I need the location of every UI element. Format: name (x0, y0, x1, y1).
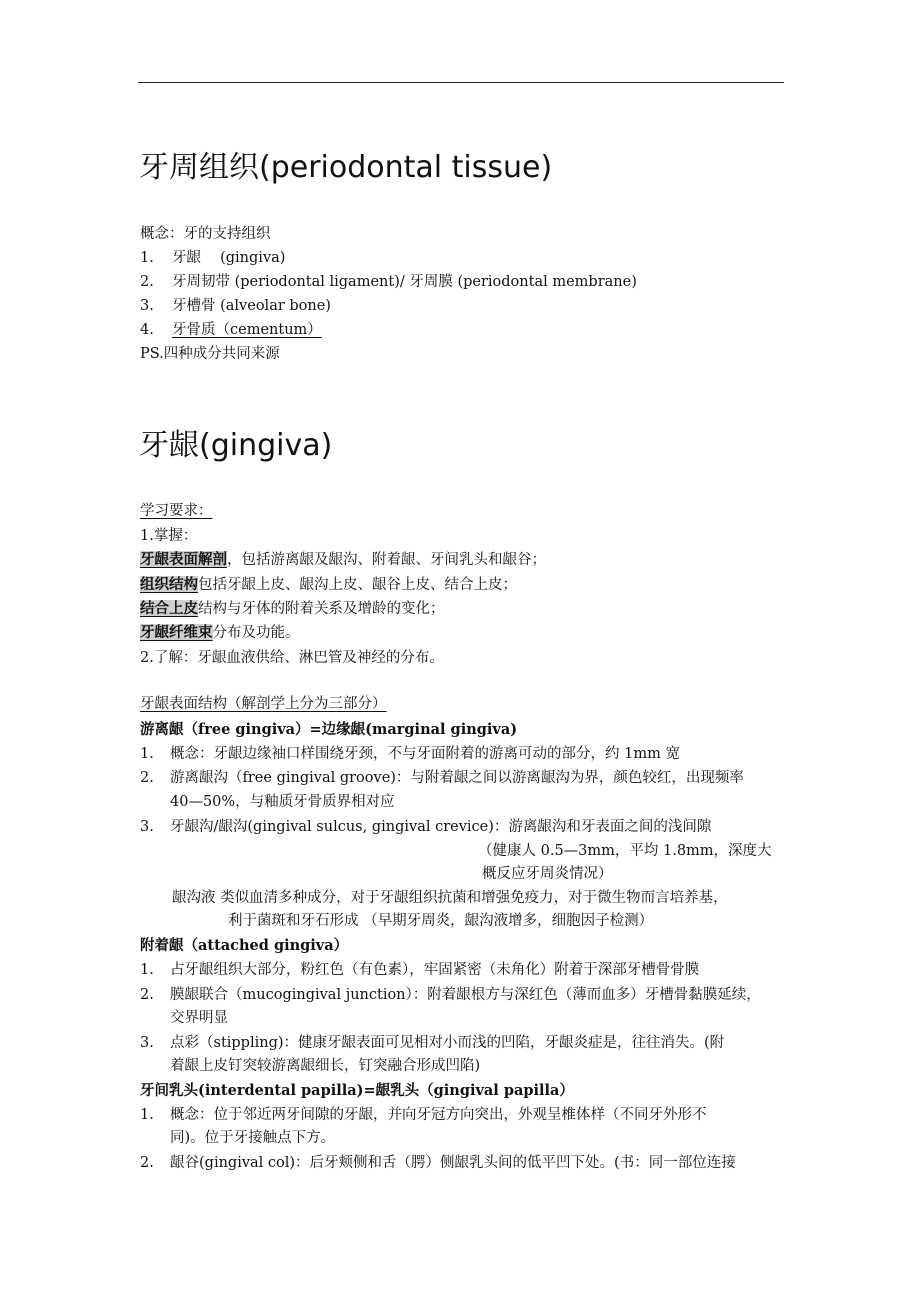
master-item (140, 550, 546, 570)
list-item: 牙龈沟/龈沟(gingival sulcus, gingival crevice)：游离龈沟和牙表面之间的浅间隙 (170, 819, 712, 835)
crevicular-fluid-text: 龈沟液 类似血清多种成分，对于牙龈组织抗菌和增强免疫力，对于微生物而言培养基， (172, 890, 728, 906)
highlight-term: 组织结构 (140, 576, 198, 593)
list-item-continuation: 交界明显 (170, 1010, 228, 1026)
list-number: 1. (140, 962, 154, 978)
list-item: 概念：位于邻近两牙间隙的牙龈，并向牙冠方向突出，外观呈椎体样（不同牙外形不 (170, 1107, 707, 1123)
master-item (140, 599, 445, 619)
list-number: 3. (140, 819, 154, 835)
list-number: 2. (140, 987, 154, 1003)
understand-line: 2.了解：牙龈血液供给、淋巴管及神经的分布。 (140, 650, 444, 666)
attached-gingiva-title: 附着龈（attached gingiva） (140, 937, 349, 954)
list-item-continuation: 同)。位于牙接触点下方。 (170, 1130, 336, 1146)
free-gingiva-title: 游离龈（free gingiva）=边缘龈(marginal gingiva) (140, 721, 518, 738)
top-rule (138, 82, 784, 83)
ps-note: PS.四种成分共同来源 (140, 346, 280, 362)
list-item: 牙槽骨 (alveolar bone) (172, 298, 331, 314)
list-number: 2. (140, 770, 154, 786)
list-item: 膜龈联合（mucogingival junction）：附着龈根方与深红色（薄而血多）牙槽骨黏膜延续， (170, 987, 761, 1003)
list-number: 1. (140, 250, 154, 266)
list-number: 1. (140, 1107, 154, 1123)
list-number: 3. (140, 298, 154, 314)
sulcus-note: （健康人 0.5—3mm，平均 1.8mm，深度大 (478, 843, 772, 859)
list-item: 牙龈 (gingiva) (172, 250, 286, 266)
highlight-term: 牙龈纤维束 (140, 624, 213, 641)
highlight-term: 牙龈表面解剖 (140, 551, 227, 568)
list-item: 概念：牙龈边缘袖口样围绕牙颈，不与牙面附着的游离可动的部分，约 1mm 宽 (170, 746, 680, 762)
concept-line: 概念：牙的支持组织 (140, 226, 271, 242)
sulcus-note: 概反应牙周炎情况） (482, 866, 613, 882)
highlight-term: 结合上皮 (140, 600, 198, 617)
list-number: 2. (140, 1155, 154, 1171)
master-label: 1.掌握： (140, 528, 198, 544)
master-item-text: 分布及功能。 (212, 625, 300, 641)
master-item (140, 575, 517, 595)
list-number: 4. (140, 322, 154, 338)
list-item: 牙骨质（cementum） (172, 322, 322, 338)
requirements-title: 学习要求： (140, 503, 213, 519)
surface-structure-title: 牙龈表面结构（解剖学上分为三部分） (140, 696, 387, 712)
list-item: 龈谷(gingival col)：后牙颊侧和舌（腭）侧龈乳头间的低平凹下处。(书：同一部位连接 (170, 1155, 736, 1171)
list-item-continuation: 40—50%，与釉质牙骨质界相对应 (170, 794, 395, 810)
list-item: 占牙龈组织大部分，粉红色（有色素），牢固紧密（未角化）附着于深部牙槽骨骨膜 (170, 962, 700, 978)
list-item: 点彩（stippling)：健康牙龈表面可见相对小而浅的凹陷，牙龈炎症是，往往消失。(附 (170, 1035, 725, 1051)
master-item (140, 623, 300, 643)
crevicular-fluid-text: 利于菌斑和牙石形成 （早期牙周炎，龈沟液增多，细胞因子检测） (228, 913, 654, 929)
list-number: 3. (140, 1035, 154, 1051)
list-number: 1. (140, 746, 154, 762)
master-item-text: 结构与牙体的附着关系及增龄的变化； (198, 601, 445, 617)
master-item-text: 包括牙龈上皮、龈沟上皮、龈谷上皮、结合上皮； (198, 577, 517, 593)
master-item-text: ，包括游离龈及龈沟、附着龈、牙间乳头和龈谷； (227, 552, 546, 568)
list-item-continuation: 着龈上皮钉突较游离龈细长，钉突融合形成凹陷) (170, 1058, 481, 1074)
interdental-papilla-title: 牙间乳头(interdental papilla)=龈乳头（gingival papilla） (140, 1082, 574, 1099)
list-number: 2. (140, 274, 154, 290)
heading-periodontal-tissue: 牙周组织(periodontal tissue) (139, 150, 553, 185)
heading-gingiva: 牙龈(gingiva) (139, 428, 333, 463)
list-item: 牙周韧带 (periodontal ligament)/ 牙周膜 (periodontal membrane) (172, 274, 637, 290)
list-item: 游离龈沟（free gingival groove)：与附着龈之间以游离龈沟为界，颜色较红，出现频率 (170, 770, 744, 786)
